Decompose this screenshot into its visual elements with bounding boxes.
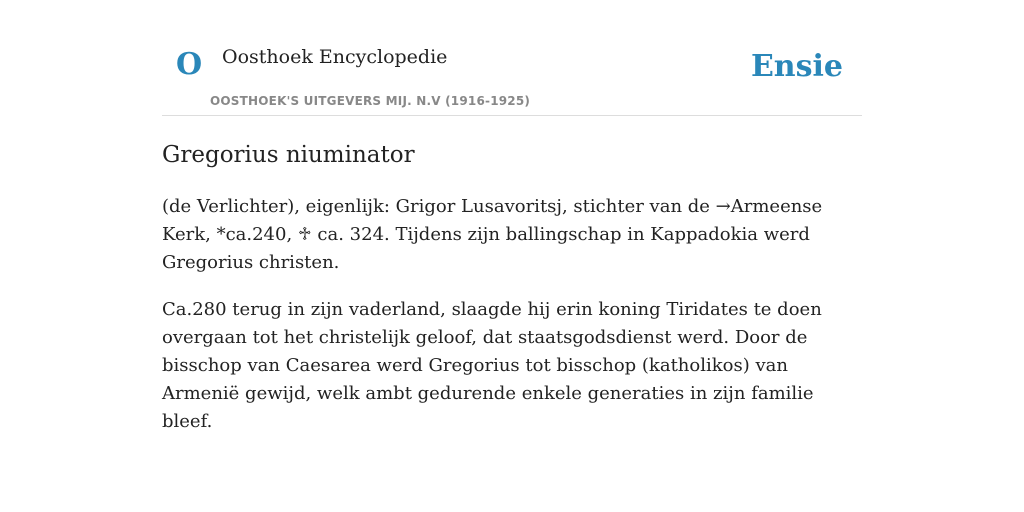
source-title-link[interactable]: Oosthoek Encyclopedie <box>222 46 448 68</box>
ensie-logo-link[interactable]: Ensie <box>750 49 843 84</box>
page-container <box>162 0 862 436</box>
entry-title: Gregorius niuminator <box>162 142 415 168</box>
header <box>162 0 862 116</box>
publisher-label: OOSTHOEK'S UITGEVERS MIJ. N.V (1916-1925) <box>210 94 531 108</box>
entry-paragraph: Ca.280 terug in zijn vaderland, slaagde hij erin koning Tiridates te doen overgaan tot het christelijk geloof, dat staatsgodsdienst werd. Door de bisschop van Caesarea werd Gregorius tot bisschop (katholikos) van Armenië gewijd, welk ambt gedurende enkele generaties in zijn familie bleef. <box>162 299 822 432</box>
source-logo[interactable]: O <box>176 47 203 82</box>
entry-paragraph: (de Verlichter), eigenlijk: Grigor Lusavoritsj, stichter van de →Armeense Kerk, *ca.240, ♱ ca. 324. Tijdens zijn ballingschap in Kappadokia werd Gregorius christen. <box>162 196 823 273</box>
